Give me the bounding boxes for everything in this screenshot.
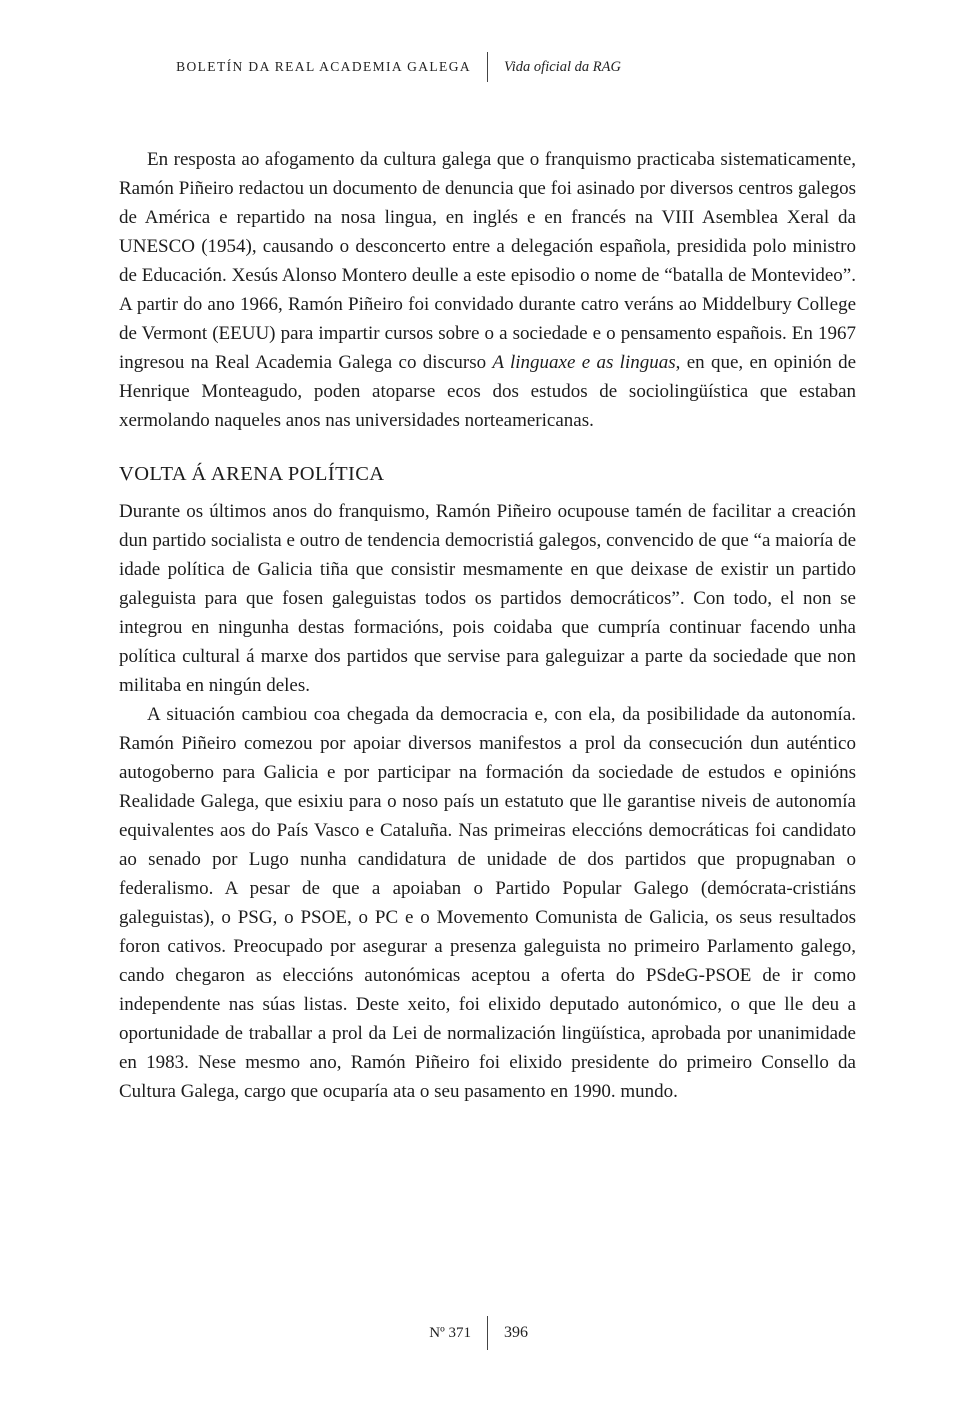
book-title-italic: A linguaxe e as linguas xyxy=(492,352,676,373)
paragraph xyxy=(119,145,856,435)
paragraph: Durante os últimos anos do franquismo, Ramón Piñeiro ocupouse tamén de facilitar a creación dun partido socialista e outro de tendencia democristiá galegos, convencido de que “a maioría de idade política de Galicia tiña que consistir mesmamente en que deixase de existir un partido galeguista para que fosen galeguistas todos os partidos democráticos”. Con todo, el non se integrou en ningunha destas formacións, pois coidaba que cumpría continuar facendo unha política cultural á marxe dos partidos que servise para galeguizar a parte da sociedade que non militaba en ningún deles. xyxy=(119,501,856,696)
paragraph-text: , en que, en opinión de Henrique Monteagudo, poden atoparse ecos dos estudos de sociolingüística que estaban xermolando naqueles anos nas universidades norteamericanas. xyxy=(119,352,856,431)
page-header xyxy=(0,52,975,82)
header-section-label: Vida oficial da RAG xyxy=(504,58,621,75)
section-heading: VOLTA Á ARENA POLÍTICA xyxy=(119,463,385,485)
issue-number: Nº 371 xyxy=(429,1324,471,1341)
page-number: 396 xyxy=(504,1324,528,1341)
journal-title: BOLETÍN DA REAL ACADEMIA GALEGA xyxy=(176,59,471,74)
page-body xyxy=(119,145,856,1106)
paragraph: A situación cambiou coa chegada da democracia e, con ela, da posibilidade da autonomía. Ramón Piñeiro comezou por apoiar diversos manifestos a prol da consecución dun auténtico autogoberno para Galicia e por participar na formación da sociedade de estudos e opinións Realidade Galega, que esixiu para o noso país un estatuto que lle garantise niveis de autonomía equivalentes aos do País Vasco e Cataluña. Nas primeiras eleccións democráticas foi candidato ao senado por Lugo nunha candidatura de unidade de dos partidos que propugnaban o federalismo. A pesar de que a apoiaban o Partido Popular Galego (demócrata-cristiáns galeguistas), o PSG, o PSOE, o PC e o Movemento Comunista de Galicia, os seus resultados foron cativos. Preocupado por asegurar a presenza galeguista no primeiro Parlamento galego, cando chegaron as eleccións autonómicas aceptou a oferta do PSdeG-PSOE de ir como independente nas súas listas. Deste xeito, foi elixido deputado autonómico, o que lle deu a oportunidade de traballar a prol da Lei de normalización lingüística, aprobada por unanimidade en 1983. Nese mesmo ano, Ramón Piñeiro foi elixido presidente do primeiro Consello da Cultura Galega, cargo que ocuparía ata o seu pasamento en 1990. mundo. xyxy=(119,704,856,1102)
paragraph-text: En resposta ao afogamento da cultura galega que o franquismo practicaba sistematicamente, Ramón Piñeiro redactou un documento de denuncia que foi asinado por diversos centros galegos de América e repartido na nosa lingua, en inglés e en francés na VIII Asemblea Xeral da UNESCO (1954), causando o desconcerto entre a delegación española, presidida polo ministro de Educación. Xesús Alonso Montero deulle a este episodio o nome de “batalla de Montevideo”. A partir do ano 1966, Ramón Piñeiro foi convidado durante catro veráns ao Middelbury College de Vermont (EEUU) para impartir cursos sobre o a sociedade e o pensamento españois. En 1967 ingresou na Real Academia Galega co discurso xyxy=(119,149,856,373)
page-footer xyxy=(0,1316,975,1350)
